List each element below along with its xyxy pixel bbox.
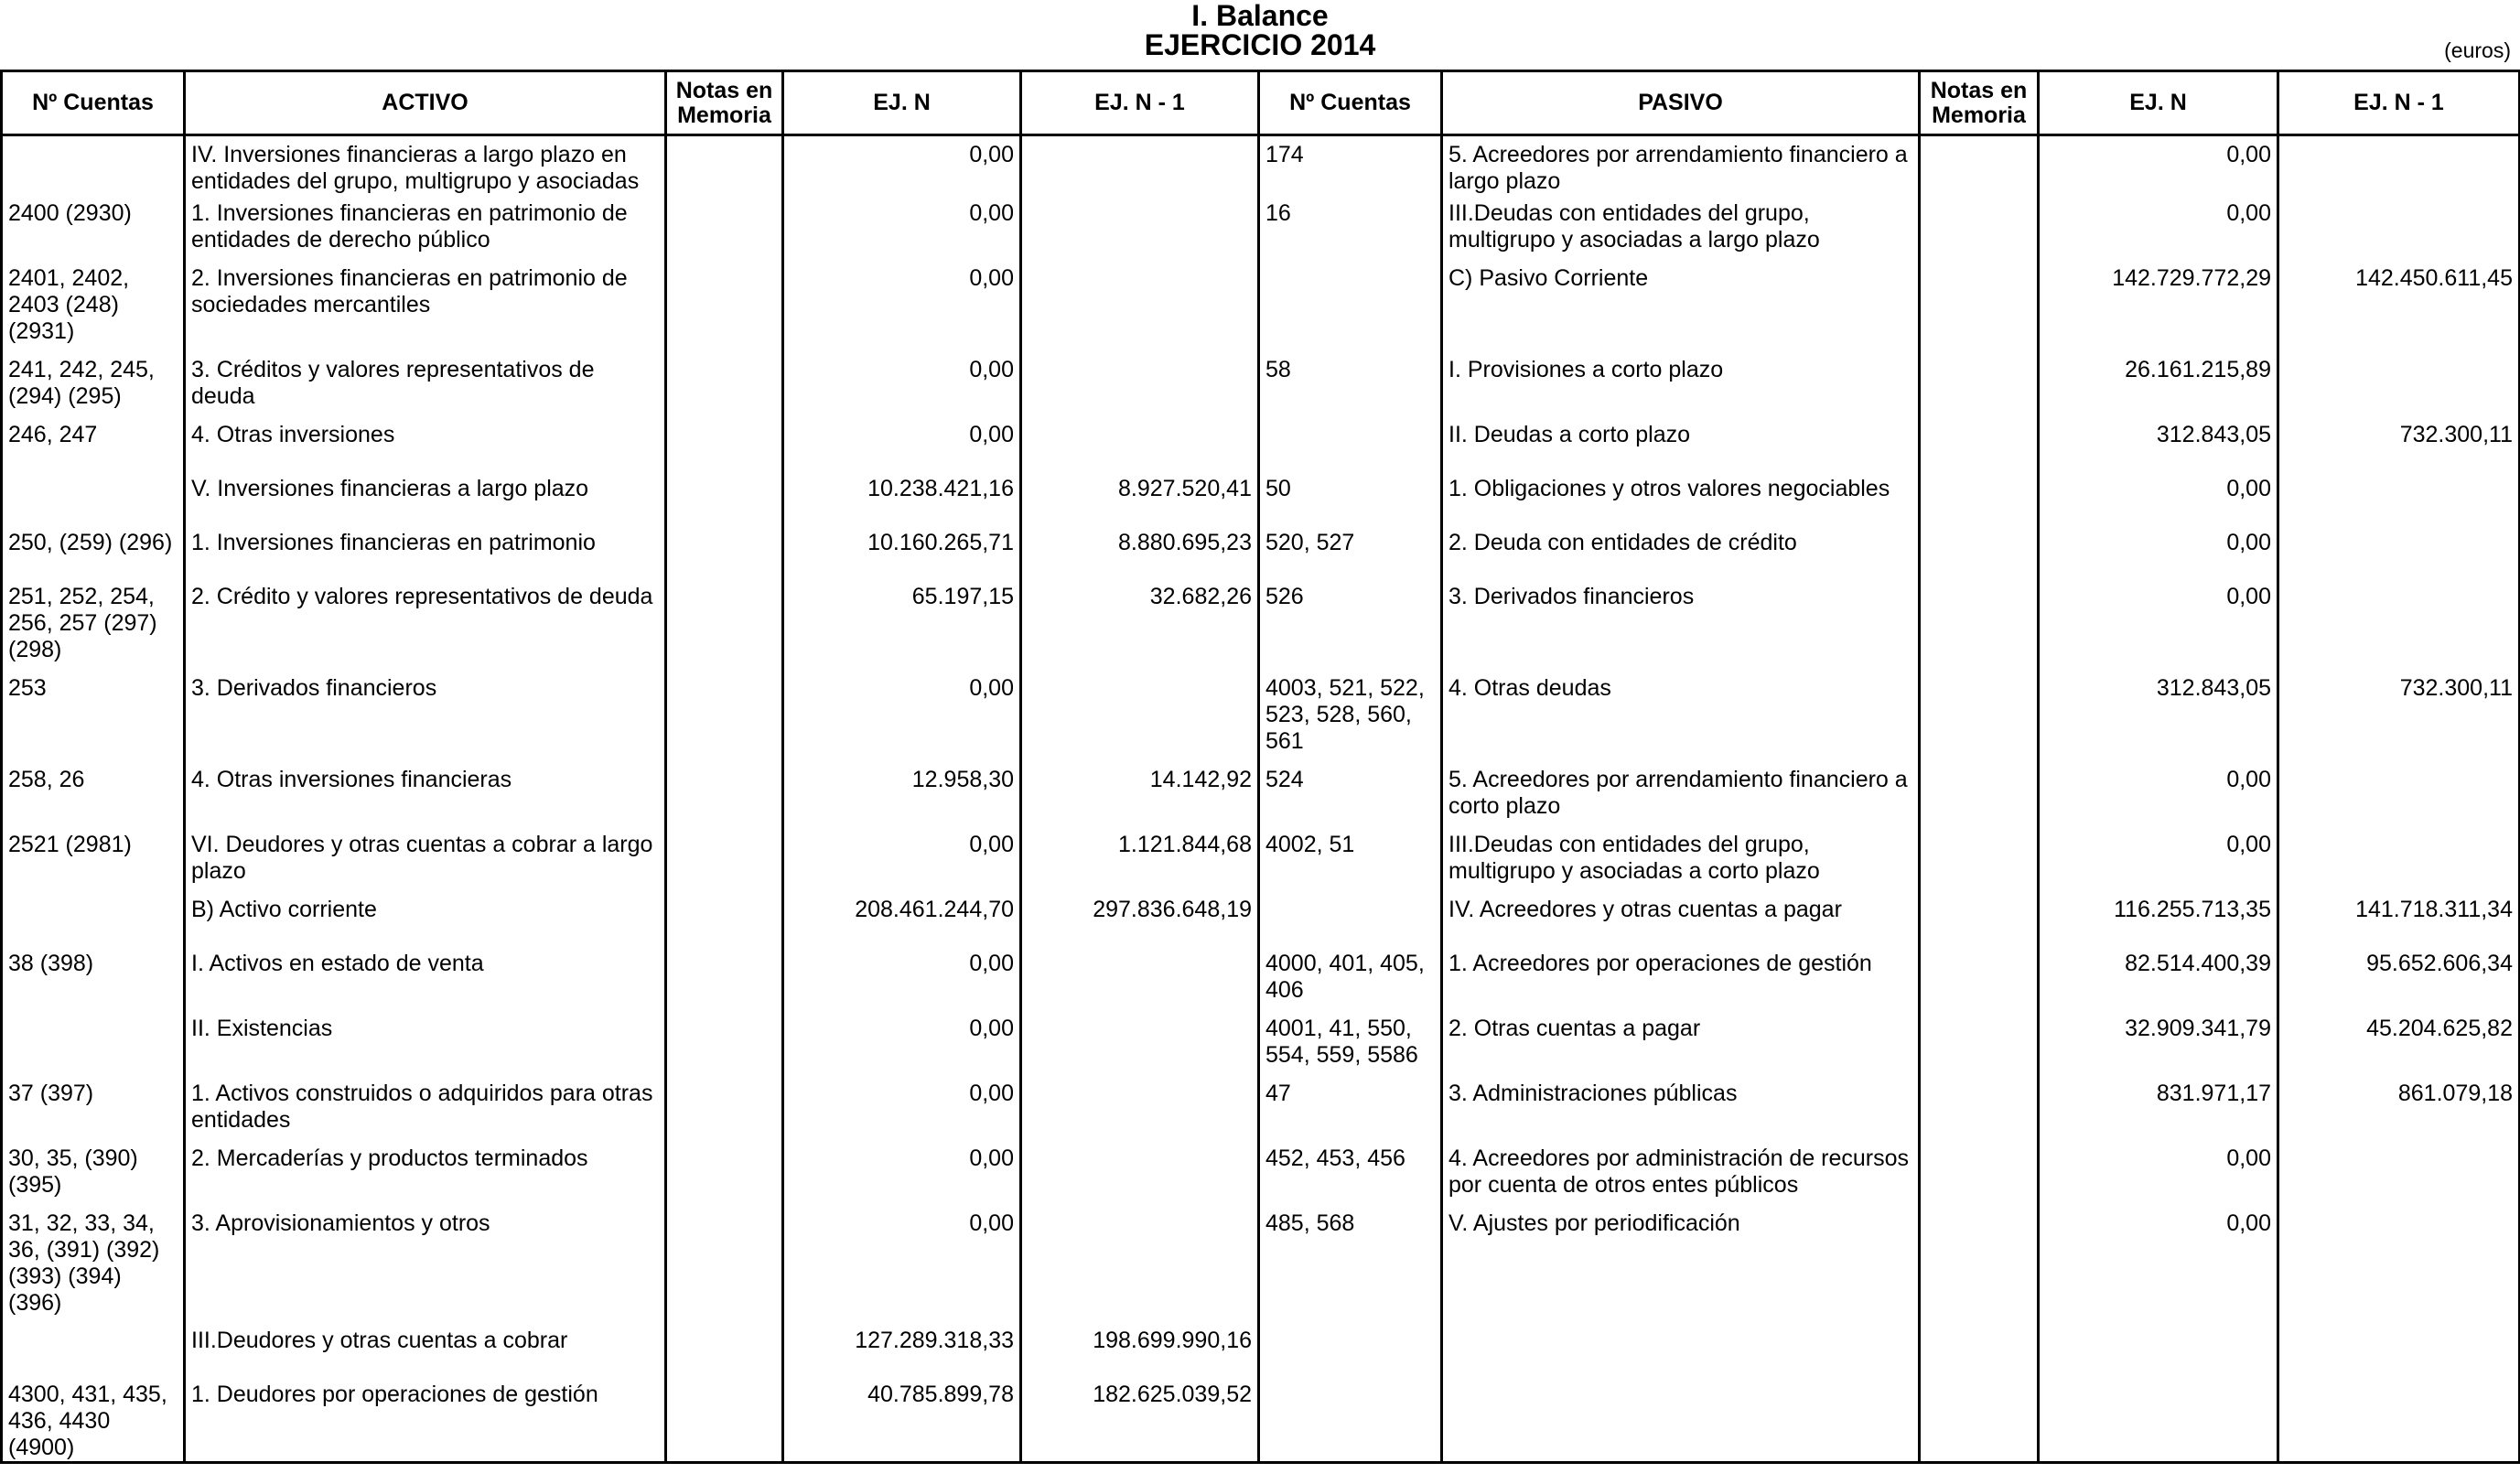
activo-account-cell: 30, 35, (390) (395) [2,1145,185,1210]
pasivo-account-cell [1259,1328,1442,1382]
pasivo-notes-cell [1920,422,2039,476]
pasivo-ej-n-cell [2039,1382,2278,1463]
activo-account-cell: 2401, 2402, 2403 (248) (2931) [2,265,185,357]
pasivo-ej-n-cell: 26.161.215,89 [2039,357,2278,422]
activo-account-cell: 241, 242, 245, (294) (295) [2,357,185,422]
activo-account-cell: 37 (397) [2,1081,185,1145]
table-row [2,1210,2520,1328]
activo-concept-cell: III.Deudores y otras cuentas a cobrar [185,1328,666,1382]
activo-ej-n1-cell [1021,357,1259,422]
activo-ej-n1-cell [1021,265,1259,357]
activo-notes-cell [666,832,783,897]
col-header-activo: ACTIVO [185,71,666,135]
table-header-row [2,71,2520,135]
activo-ej-n-cell: 12.958,30 [783,767,1021,832]
activo-concept-cell: II. Existencias [185,1016,666,1081]
pasivo-ej-n-cell: 0,00 [2039,476,2278,530]
pasivo-ej-n1-cell [2278,832,2520,897]
activo-account-cell: 4300, 431, 435, 436, 4430 (4900) [2,1382,185,1463]
activo-notes-cell [666,1210,783,1328]
activo-account-cell: 258, 26 [2,767,185,832]
activo-ej-n1-cell: 32.682,26 [1021,584,1259,675]
pasivo-ej-n-cell: 0,00 [2039,832,2278,897]
pasivo-ej-n1-cell [2278,1145,2520,1210]
table-row [2,530,2520,584]
activo-concept-cell: 1. Inversiones financieras en patrimonio de entidades de derecho público [185,200,666,265]
activo-ej-n1-cell: 182.625.039,52 [1021,1382,1259,1463]
activo-notes-cell [666,897,783,951]
pasivo-notes-cell [1920,1328,2039,1382]
activo-ej-n-cell: 0,00 [783,135,1021,200]
pasivo-ej-n1-cell [2278,1382,2520,1463]
pasivo-concept-cell: 5. Acreedores por arrendamiento financiero a corto plazo [1442,767,1920,832]
pasivo-concept-cell: 3. Derivados financieros [1442,584,1920,675]
col-header-ej-n1-pasivo: EJ. N - 1 [2278,71,2520,135]
activo-ej-n1-cell: 1.121.844,68 [1021,832,1259,897]
pasivo-concept-cell: 4. Acreedores por administración de recursos por cuenta de otros entes públicos [1442,1145,1920,1210]
pasivo-notes-cell [1920,1145,2039,1210]
pasivo-ej-n1-cell [2278,530,2520,584]
table-row [2,1328,2520,1382]
pasivo-notes-cell [1920,476,2039,530]
table-row [2,1016,2520,1081]
pasivo-notes-cell [1920,1210,2039,1328]
pasivo-concept-cell: C) Pasivo Corriente [1442,265,1920,357]
pasivo-concept-cell [1442,1328,1920,1382]
pasivo-ej-n1-cell: 142.450.611,45 [2278,265,2520,357]
activo-ej-n1-cell [1021,1016,1259,1081]
pasivo-concept-cell [1442,1382,1920,1463]
pasivo-ej-n1-cell [2278,200,2520,265]
activo-notes-cell [666,1016,783,1081]
pasivo-ej-n1-cell: 732.300,11 [2278,422,2520,476]
pasivo-ej-n-cell [2039,1328,2278,1382]
pasivo-account-cell [1259,422,1442,476]
activo-account-cell [2,897,185,951]
activo-notes-cell [666,530,783,584]
units-label: (euros) [2444,38,2511,62]
pasivo-ej-n-cell: 82.514.400,39 [2039,951,2278,1016]
activo-concept-cell: 3. Créditos y valores representativos de deuda [185,357,666,422]
pasivo-ej-n1-cell [2278,476,2520,530]
activo-ej-n1-cell: 297.836.648,19 [1021,897,1259,951]
pasivo-concept-cell: IV. Acreedores y otras cuentas a pagar [1442,897,1920,951]
page-title: I. Balance [1191,0,1329,32]
pasivo-notes-cell [1920,951,2039,1016]
table-row [2,135,2520,200]
col-header-notas: Notas en Memoria [666,71,783,135]
activo-notes-cell [666,1081,783,1145]
activo-notes-cell [666,675,783,767]
activo-ej-n-cell: 0,00 [783,832,1021,897]
activo-ej-n1-cell [1021,422,1259,476]
activo-ej-n-cell: 10.238.421,16 [783,476,1021,530]
activo-ej-n1-cell [1021,200,1259,265]
activo-ej-n-cell: 40.785.899,78 [783,1382,1021,1463]
activo-notes-cell [666,265,783,357]
col-header-pasivo: PASIVO [1442,71,1920,135]
activo-concept-cell: 2. Mercaderías y productos terminados [185,1145,666,1210]
pasivo-notes-cell [1920,584,2039,675]
pasivo-concept-cell: 1. Acreedores por operaciones de gestión [1442,951,1920,1016]
activo-ej-n-cell: 0,00 [783,200,1021,265]
pasivo-ej-n-cell: 0,00 [2039,135,2278,200]
activo-ej-n-cell: 0,00 [783,1145,1021,1210]
pasivo-notes-cell [1920,1081,2039,1145]
pasivo-ej-n1-cell [2278,1328,2520,1382]
table-row [2,1081,2520,1145]
pasivo-account-cell: 4003, 521, 522, 523, 528, 560, 561 [1259,675,1442,767]
pasivo-ej-n-cell: 0,00 [2039,530,2278,584]
col-header-notas-pasivo: Notas en Memoria [1920,71,2039,135]
pasivo-ej-n-cell: 0,00 [2039,584,2278,675]
activo-ej-n1-cell: 198.699.990,16 [1021,1328,1259,1382]
pasivo-ej-n1-cell [2278,1210,2520,1328]
activo-concept-cell: VI. Deudores y otras cuentas a cobrar a largo plazo [185,832,666,897]
table-body [2,135,2520,1463]
pasivo-account-cell: 452, 453, 456 [1259,1145,1442,1210]
activo-concept-cell: 2. Inversiones financieras en patrimonio de sociedades mercantiles [185,265,666,357]
activo-concept-cell: 4. Otras inversiones [185,422,666,476]
activo-ej-n-cell: 208.461.244,70 [783,897,1021,951]
activo-concept-cell: 1. Deudores por operaciones de gestión [185,1382,666,1463]
pasivo-account-cell: 524 [1259,767,1442,832]
pasivo-ej-n1-cell [2278,135,2520,200]
activo-ej-n-cell: 65.197,15 [783,584,1021,675]
pasivo-ej-n1-cell [2278,767,2520,832]
activo-notes-cell [666,476,783,530]
table-row [2,422,2520,476]
activo-notes-cell [666,584,783,675]
activo-concept-cell: B) Activo corriente [185,897,666,951]
pasivo-account-cell [1259,897,1442,951]
table-row [2,476,2520,530]
activo-ej-n-cell: 0,00 [783,1016,1021,1081]
activo-notes-cell [666,135,783,200]
activo-account-cell: 2400 (2930) [2,200,185,265]
activo-concept-cell: 4. Otras inversiones financieras [185,767,666,832]
activo-notes-cell [666,357,783,422]
activo-account-cell: 38 (398) [2,951,185,1016]
activo-concept-cell: 1. Inversiones financieras en patrimonio [185,530,666,584]
activo-account-cell [2,1016,185,1081]
activo-ej-n-cell: 0,00 [783,265,1021,357]
activo-ej-n-cell: 10.160.265,71 [783,530,1021,584]
activo-account-cell: 246, 247 [2,422,185,476]
pasivo-ej-n-cell: 142.729.772,29 [2039,265,2278,357]
activo-concept-cell: V. Inversiones financieras a largo plazo [185,476,666,530]
pasivo-ej-n1-cell: 95.652.606,34 [2278,951,2520,1016]
table-row [2,897,2520,951]
pasivo-ej-n1-cell: 861.079,18 [2278,1081,2520,1145]
activo-ej-n1-cell: 8.880.695,23 [1021,530,1259,584]
activo-account-cell: 253 [2,675,185,767]
col-header-ej-n1: EJ. N - 1 [1021,71,1259,135]
pasivo-concept-cell: V. Ajustes por periodificación [1442,1210,1920,1328]
pasivo-concept-cell: 3. Administraciones públicas [1442,1081,1920,1145]
pasivo-ej-n1-cell: 45.204.625,82 [2278,1016,2520,1081]
pasivo-account-cell [1259,265,1442,357]
pasivo-ej-n-cell: 312.843,05 [2039,422,2278,476]
pasivo-notes-cell [1920,832,2039,897]
pasivo-notes-cell [1920,897,2039,951]
pasivo-notes-cell [1920,200,2039,265]
pasivo-ej-n-cell: 0,00 [2039,200,2278,265]
pasivo-account-cell: 4000, 401, 405, 406 [1259,951,1442,1016]
activo-ej-n1-cell [1021,1145,1259,1210]
pasivo-ej-n-cell: 32.909.341,79 [2039,1016,2278,1081]
pasivo-concept-cell: 2. Otras cuentas a pagar [1442,1016,1920,1081]
pasivo-notes-cell [1920,675,2039,767]
pasivo-ej-n1-cell: 141.718.311,34 [2278,897,2520,951]
pasivo-notes-cell [1920,1382,2039,1463]
activo-account-cell [2,1328,185,1382]
pasivo-account-cell: 526 [1259,584,1442,675]
pasivo-notes-cell [1920,265,2039,357]
pasivo-concept-cell: III.Deudas con entidades del grupo, multigrupo y asociadas a largo plazo [1442,200,1920,265]
activo-concept-cell: IV. Inversiones financieras a largo plazo en entidades del grupo, multigrupo y asociadas [185,135,666,200]
activo-concept-cell: 1. Activos construidos o adquiridos para otras entidades [185,1081,666,1145]
table-row [2,832,2520,897]
pasivo-ej-n-cell: 0,00 [2039,1145,2278,1210]
pasivo-notes-cell [1920,357,2039,422]
activo-ej-n1-cell [1021,135,1259,200]
activo-ej-n1-cell [1021,675,1259,767]
pasivo-account-cell: 174 [1259,135,1442,200]
pasivo-ej-n-cell: 116.255.713,35 [2039,897,2278,951]
activo-notes-cell [666,1328,783,1382]
pasivo-notes-cell [1920,530,2039,584]
pasivo-ej-n-cell: 0,00 [2039,767,2278,832]
table-row [2,951,2520,1016]
activo-notes-cell [666,422,783,476]
pasivo-notes-cell [1920,135,2039,200]
activo-ej-n-cell: 0,00 [783,357,1021,422]
activo-ej-n-cell: 0,00 [783,1210,1021,1328]
pasivo-ej-n1-cell [2278,584,2520,675]
balance-table [0,70,2520,1464]
pasivo-account-cell: 4001, 41, 550, 554, 559, 5586 [1259,1016,1442,1081]
activo-ej-n1-cell [1021,951,1259,1016]
activo-ej-n-cell: 0,00 [783,951,1021,1016]
activo-notes-cell [666,1145,783,1210]
table-row [2,1382,2520,1463]
activo-ej-n1-cell [1021,1210,1259,1328]
pasivo-ej-n1-cell: 732.300,11 [2278,675,2520,767]
activo-ej-n-cell: 0,00 [783,1081,1021,1145]
pasivo-ej-n-cell: 0,00 [2039,1210,2278,1328]
table-row [2,265,2520,357]
pasivo-concept-cell: 1. Obligaciones y otros valores negociables [1442,476,1920,530]
pasivo-concept-cell: I. Provisiones a corto plazo [1442,357,1920,422]
pasivo-notes-cell [1920,1016,2039,1081]
activo-account-cell: 2521 (2981) [2,832,185,897]
pasivo-concept-cell: II. Deudas a corto plazo [1442,422,1920,476]
col-header-cuentas: Nº Cuentas [2,71,185,135]
pasivo-ej-n1-cell [2278,357,2520,422]
activo-ej-n-cell: 0,00 [783,422,1021,476]
pasivo-account-cell: 520, 527 [1259,530,1442,584]
table-row [2,200,2520,265]
activo-concept-cell: 2. Crédito y valores representativos de deuda [185,584,666,675]
pasivo-account-cell: 485, 568 [1259,1210,1442,1328]
activo-notes-cell [666,767,783,832]
activo-ej-n1-cell [1021,1081,1259,1145]
col-header-ej-n-pasivo: EJ. N [2039,71,2278,135]
table-row [2,584,2520,675]
table-row [2,675,2520,767]
pasivo-concept-cell: III.Deudas con entidades del grupo, multigrupo y asociadas a corto plazo [1442,832,1920,897]
activo-account-cell [2,476,185,530]
pasivo-account-cell [1259,1382,1442,1463]
pasivo-account-cell: 4002, 51 [1259,832,1442,897]
pasivo-ej-n-cell: 831.971,17 [2039,1081,2278,1145]
activo-concept-cell: 3. Aprovisionamientos y otros [185,1210,666,1328]
activo-ej-n1-cell: 8.927.520,41 [1021,476,1259,530]
col-header-cuentas-pasivo: Nº Cuentas [1259,71,1442,135]
activo-account-cell: 250, (259) (296) [2,530,185,584]
pasivo-ej-n-cell: 312.843,05 [2039,675,2278,767]
activo-account-cell: 31, 32, 33, 34, 36, (391) (392) (393) (394) (396) [2,1210,185,1328]
activo-notes-cell [666,951,783,1016]
pasivo-account-cell: 16 [1259,200,1442,265]
activo-concept-cell: 3. Derivados financieros [185,675,666,767]
activo-account-cell: 251, 252, 254, 256, 257 (297) (298) [2,584,185,675]
pasivo-concept-cell: 2. Deuda con entidades de crédito [1442,530,1920,584]
pasivo-concept-cell: 5. Acreedores por arrendamiento financiero a largo plazo [1442,135,1920,200]
page-subtitle: EJERCICIO 2014 [1144,28,1376,61]
table-row [2,767,2520,832]
pasivo-account-cell: 58 [1259,357,1442,422]
pasivo-account-cell: 47 [1259,1081,1442,1145]
activo-notes-cell [666,1382,783,1463]
table-row [2,1145,2520,1210]
activo-concept-cell: I. Activos en estado de venta [185,951,666,1016]
activo-ej-n-cell: 127.289.318,33 [783,1328,1021,1382]
table-row [2,357,2520,422]
pasivo-concept-cell: 4. Otras deudas [1442,675,1920,767]
pasivo-notes-cell [1920,767,2039,832]
activo-ej-n-cell: 0,00 [783,675,1021,767]
activo-notes-cell [666,200,783,265]
activo-account-cell [2,135,185,200]
pasivo-account-cell: 50 [1259,476,1442,530]
col-header-ej-n: EJ. N [783,71,1021,135]
activo-ej-n1-cell: 14.142,92 [1021,767,1259,832]
